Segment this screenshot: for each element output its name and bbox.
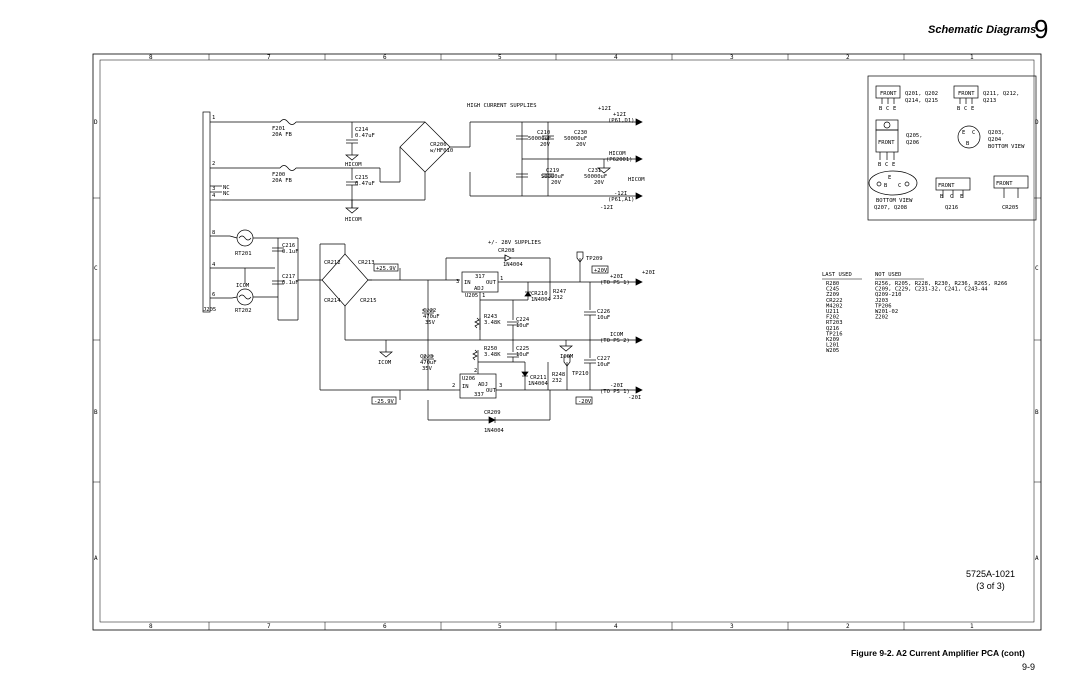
cap-value: 50000uF	[564, 136, 588, 142]
not-used-item: TP206	[875, 303, 892, 310]
cap-label: C230	[574, 130, 588, 136]
resistor-value: 232	[553, 295, 563, 301]
pin-label: 3	[212, 186, 216, 192]
pin-letter: C	[885, 162, 889, 168]
cap-value: 470uF	[420, 360, 437, 366]
net-label: -12I	[600, 205, 614, 211]
pin-letter: B	[878, 162, 882, 168]
resistor-label: R250	[484, 346, 498, 352]
not-used-list	[875, 272, 1007, 321]
resistor-label: R243	[484, 314, 498, 320]
cap-label: C216	[282, 243, 296, 249]
net-label: -12I	[614, 191, 628, 197]
bridge-label: CR206	[430, 142, 447, 148]
col-label: 6	[383, 623, 387, 630]
net-label: +25.9V	[376, 266, 396, 272]
ic-ref: U206	[462, 376, 476, 382]
package-front: FRONT	[878, 140, 895, 146]
cap-value: 50000uF	[584, 174, 608, 180]
not-used-title: NOT USED	[875, 272, 902, 278]
net-label: +12I	[613, 112, 627, 118]
package-parts: Q201, Q202	[905, 91, 939, 97]
sheet-number: (3 of 3)	[976, 581, 1005, 591]
cap-value: 50000uF	[528, 136, 552, 142]
not-used-item: C209, C229, C231-32, C241, C243-44	[875, 286, 988, 293]
thermistor-label: RT201	[235, 251, 252, 257]
section-heading: HIGH CURRENT SUPPLIES	[467, 103, 537, 109]
cap-value: 10uF	[597, 362, 611, 368]
last-used-item: U211	[826, 309, 840, 315]
net-dest: (P61,A1)	[608, 197, 635, 203]
pin-letter: C	[950, 194, 954, 200]
pin-label: 4	[212, 193, 216, 199]
col-label: 4	[614, 623, 618, 630]
cap-value: 0.1uF	[282, 280, 299, 286]
cap-label: C214	[355, 127, 369, 133]
diode-label: CR213	[358, 260, 375, 266]
pin-number: 3	[499, 383, 503, 389]
package-parts: Q214, Q215	[905, 98, 939, 104]
cap-label: C226	[597, 309, 611, 315]
pin-label: 2	[212, 161, 216, 167]
pin-letter: E	[893, 106, 897, 112]
pin-letter: B	[957, 106, 961, 112]
ic-pin: OUT	[486, 280, 496, 286]
last-used-item: F202	[826, 314, 840, 321]
package-front: FRONT	[958, 91, 975, 97]
pin-label: 6	[212, 292, 216, 298]
nc-label: NC	[223, 185, 230, 191]
row-label: B	[1035, 409, 1039, 416]
net-label: +20V	[594, 268, 608, 274]
net-dest: (P61,D1)	[608, 118, 635, 124]
not-used-item: Q209-210	[875, 292, 902, 299]
cap-label: C219	[546, 168, 560, 174]
cap-label: C227	[597, 356, 611, 362]
diode-label: CR208	[498, 248, 515, 254]
net-dest: (TO PS 1)	[600, 389, 630, 395]
pin-letter: C	[898, 183, 902, 189]
resistor-label: R248	[552, 372, 566, 378]
col-label: 1	[970, 623, 974, 630]
row-label: A	[94, 555, 98, 562]
col-label: 2	[846, 623, 850, 630]
last-used-list	[822, 272, 852, 354]
testpoint-label: TP209	[586, 256, 603, 262]
package-parts: Q206	[906, 140, 920, 146]
ic-pin: ADJ	[478, 382, 488, 388]
row-label: D	[1035, 119, 1039, 126]
last-used-item: Q216	[826, 325, 840, 332]
col-label: 3	[730, 54, 734, 61]
fuse-label: F201	[272, 126, 286, 132]
cap-label: C223	[420, 354, 434, 360]
ic-pin: IN	[464, 280, 471, 286]
diode-label: CR214	[324, 298, 341, 304]
diode-value: 1N4004	[503, 262, 523, 268]
package-parts: Q204	[988, 137, 1002, 143]
fuse-label: F200	[272, 172, 286, 178]
last-used-item: Z209	[826, 292, 840, 299]
thermistor-label: RT202	[235, 308, 252, 314]
chapter-number: 9	[1034, 14, 1049, 44]
pin-letter: E	[960, 194, 964, 200]
ground-label: ICOM	[236, 283, 250, 289]
nc-label: NC	[223, 191, 230, 197]
connector-label: J205	[203, 307, 217, 313]
net-label: -20V	[578, 399, 592, 405]
last-used-item: RT203	[826, 320, 843, 327]
package-parts: CR205	[1002, 205, 1019, 211]
figure-caption: Figure 9-2. A2 Current Amplifier PCA (cont)	[851, 648, 1025, 658]
net-label: +20I	[610, 274, 624, 280]
package-parts: Q211, Q212,	[983, 91, 1020, 97]
last-used-item: K209	[826, 337, 840, 343]
net-label: ICOM	[610, 332, 624, 338]
resistor-value: 3.48K	[484, 320, 501, 326]
last-used-title: LAST USED	[822, 272, 852, 278]
net-label: +12I	[598, 106, 612, 112]
col-label: 7	[267, 54, 271, 61]
col-label: 4	[614, 54, 618, 61]
ic-type: 317	[475, 274, 485, 280]
connector-j205	[203, 112, 280, 312]
row-label: A	[1035, 555, 1039, 562]
row-label: C	[1035, 265, 1039, 272]
last-used-item: CR222	[826, 297, 843, 304]
col-label: 5	[498, 623, 502, 630]
row-label: C	[94, 265, 98, 272]
ic-ref: U205	[465, 293, 479, 299]
section-heading: +/- 28V SUPPLIES	[488, 240, 541, 246]
cap-label: C231	[588, 168, 602, 174]
diode-label: CR212	[324, 260, 341, 266]
package-front: FRONT	[938, 183, 955, 189]
ground-label: ICOM	[378, 360, 392, 366]
ic-type: 337	[474, 392, 484, 398]
pin-letter: E	[892, 162, 896, 168]
testpoint-label: TP210	[572, 371, 589, 377]
package-parts: Q216	[945, 205, 959, 211]
cap-value: 0.47uF	[355, 181, 375, 187]
diode-value: 1N4004	[528, 381, 548, 387]
row-label: D	[94, 119, 98, 126]
cap-label: C224	[516, 317, 530, 323]
fuse-rating: 20A FB	[272, 132, 292, 138]
cap-value: 35V	[422, 366, 432, 372]
pin-letter: B	[966, 141, 970, 147]
resistor-label: R247	[553, 289, 567, 295]
pin-label: 4	[212, 262, 216, 268]
cap-label: C210	[537, 130, 551, 136]
net-label: -20I	[628, 395, 642, 401]
col-label: 5	[498, 54, 502, 61]
diode-value: 1N4004	[531, 297, 551, 303]
package-view: BOTTOM VIEW	[988, 144, 1025, 150]
net-label: -20I	[610, 383, 624, 389]
cap-value: 20V	[576, 142, 586, 148]
resistor-value: 232	[552, 378, 562, 384]
net-label: +20I	[642, 270, 656, 276]
last-used-item: W205	[826, 348, 840, 355]
col-label: 8	[149, 54, 153, 61]
pin-label: 1	[212, 115, 216, 121]
not-used-item: J203	[875, 297, 889, 304]
net-dest: (P62001)	[606, 157, 633, 163]
ground-label: HICOM	[345, 162, 362, 168]
col-label: 3	[730, 623, 734, 630]
net-dest: (TO PS 1)	[600, 280, 630, 286]
pin-letter: C	[964, 106, 968, 112]
cap-value: 20V	[594, 180, 604, 186]
diode-label: CR215	[360, 298, 377, 304]
pin-letter: E	[971, 106, 975, 112]
package-parts: Q203,	[988, 130, 1005, 136]
col-label: 2	[846, 54, 850, 61]
net-dest: (TO PS 2)	[600, 338, 630, 344]
package-parts: Q205,	[906, 133, 923, 139]
ground-label: ICOM	[560, 354, 574, 360]
fuse-rating: 20A FB	[272, 178, 292, 184]
net-label: -25.9V	[374, 399, 394, 405]
pin-letter: E	[962, 130, 966, 136]
supply-28v-wiring	[230, 230, 642, 423]
pin-number: 2	[474, 368, 478, 374]
not-used-item: W201-02	[875, 309, 899, 315]
pin-number: 2	[452, 383, 456, 389]
col-label: 1	[970, 54, 974, 61]
diode-label: CR209	[484, 410, 501, 416]
cap-label: C222	[423, 308, 437, 314]
diode-label: CR210	[531, 291, 548, 297]
pin-letter: C	[886, 106, 890, 112]
diode-label: CR211	[530, 375, 547, 381]
pin-letter: E	[888, 175, 892, 181]
last-used-item: M4202	[826, 303, 843, 310]
package-view: BOTTOM VIEW	[876, 198, 913, 204]
ground-label: HICOM	[345, 217, 362, 223]
pin-number: 3	[456, 279, 460, 285]
cap-value: 50000uF	[541, 174, 565, 180]
cap-value: 20V	[540, 142, 550, 148]
cap-value: 10uF	[597, 315, 611, 321]
net-label: HICOM	[609, 151, 626, 157]
pin-number: 1	[482, 293, 486, 299]
cap-value: 470uF	[423, 314, 440, 320]
row-label: B	[94, 409, 98, 416]
bridge-label: w/HF010	[430, 148, 454, 154]
drawing-number: 5725A-1021	[966, 569, 1016, 579]
drawing-number-block	[966, 568, 1015, 592]
not-used-item: Z202	[875, 314, 889, 321]
cap-value: 35V	[425, 320, 435, 326]
last-used-item: C245	[826, 286, 840, 293]
not-used-item: R256, R205, R228, R230, R236, R265, R266	[875, 281, 1008, 287]
col-label: 8	[149, 623, 153, 630]
cap-value: 0.47uF	[355, 133, 375, 139]
cap-value: 10uF	[516, 323, 530, 329]
cap-value: 0.1uF	[282, 249, 299, 255]
last-used-item: R280	[826, 281, 840, 287]
cap-value: 20V	[551, 180, 561, 186]
section-title: Schematic Diagrams	[928, 24, 1037, 36]
ic-pin: OUT	[486, 388, 496, 394]
last-used-item: L201	[826, 342, 840, 349]
ground-label: HICOM	[628, 177, 645, 183]
package-parts: Q213	[983, 98, 997, 104]
cap-value: 10uF	[516, 352, 530, 358]
resistor-value: 3.48K	[484, 352, 501, 358]
pin-label: 8	[212, 230, 216, 236]
pin-letter: B	[940, 194, 944, 200]
package-front: FRONT	[880, 91, 897, 97]
pin-letter: B	[884, 183, 888, 189]
cap-label: C215	[355, 175, 369, 181]
pin-number: 1	[500, 276, 504, 282]
pin-letter: B	[879, 106, 883, 112]
cap-label: C217	[282, 274, 296, 280]
cap-label: C225	[516, 346, 530, 352]
col-label: 6	[383, 54, 387, 61]
package-front: FRONT	[996, 181, 1013, 187]
diode-value: 1N4004	[484, 428, 504, 434]
page-number: 9-9	[1022, 662, 1036, 672]
ic-pin: IN	[462, 384, 469, 390]
ic-pin: ADJ	[474, 286, 484, 292]
col-label: 7	[267, 623, 271, 630]
pin-letter: C	[972, 130, 976, 136]
last-used-item: TP216	[826, 331, 843, 338]
package-parts: Q207, Q208	[874, 205, 908, 211]
